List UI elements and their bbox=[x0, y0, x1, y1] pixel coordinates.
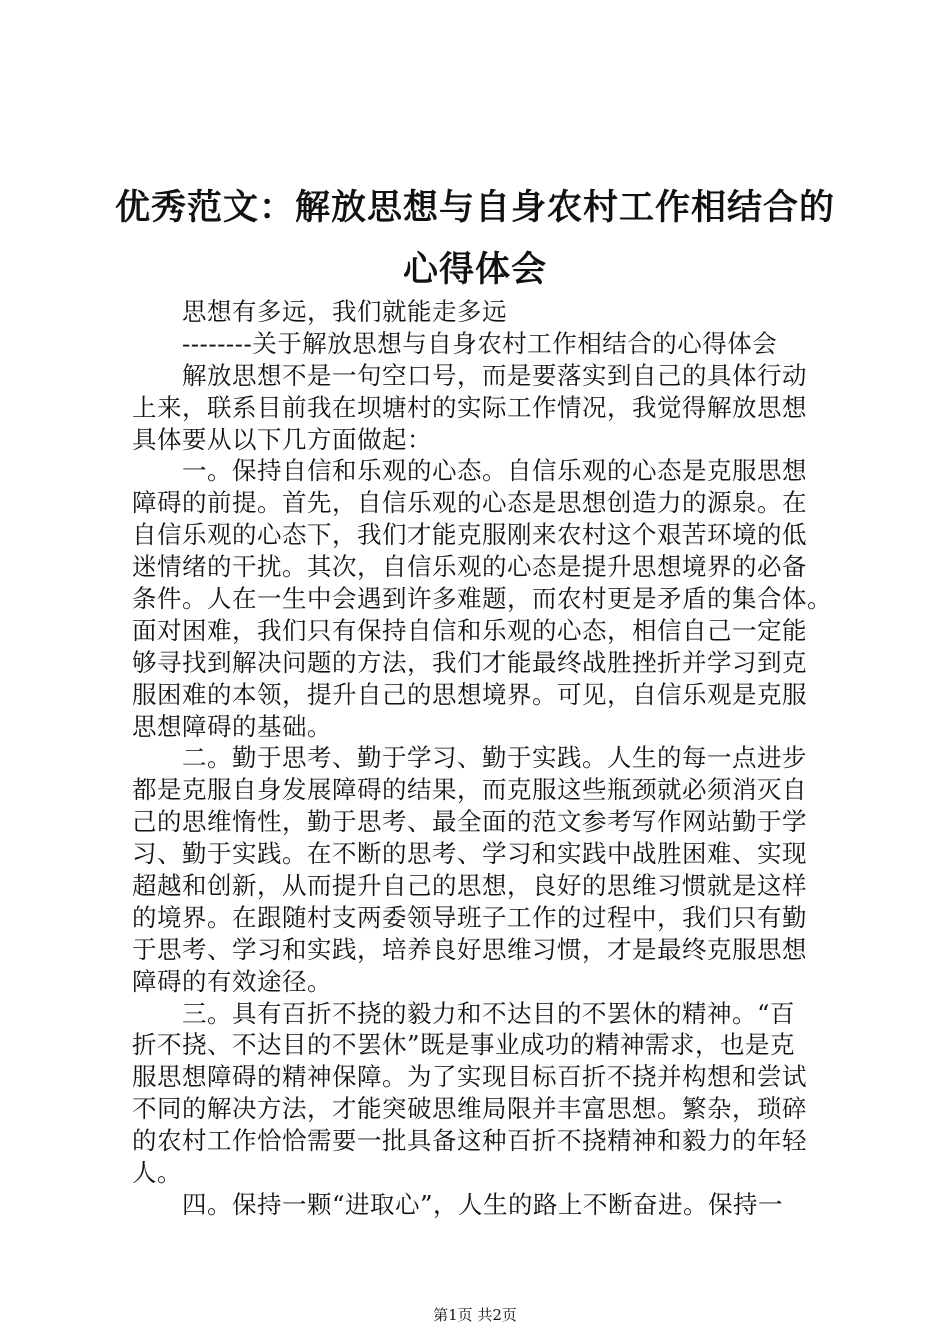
body-text-line: 面对困难，我们只有保持自信和乐观的心态，相信自己一定能 bbox=[132, 615, 807, 645]
body-text-line: 人。 bbox=[132, 1158, 182, 1188]
body-text-line: 迷情绪的干扰。其次，自信乐观的心态是提升思想境界的必备 bbox=[132, 552, 807, 582]
document-title-line-1: 优秀范文：解放思想与自身农村工作相结合的 bbox=[114, 188, 835, 228]
body-text-line: 折不挠、不达目的不罢休”既是事业成功的精神需求，也是克 bbox=[132, 1030, 796, 1060]
body-text-line: 一。保持自信和乐观的心态。自信乐观的心态是克服思想 bbox=[132, 456, 807, 486]
document-title-line-2: 心得体会 bbox=[402, 250, 547, 290]
body-text-line: 服困难的本领，提升自己的思想境界。可见，自信乐观是克服 bbox=[132, 679, 807, 709]
body-text-line: 够寻找到解决问题的方法，我们才能最终战胜挫折并学习到克 bbox=[132, 647, 807, 677]
body-text-line: 的农村工作恰恰需要一批具备这种百折不挠精神和毅力的年轻 bbox=[132, 1126, 807, 1156]
body-text-line: 三。具有百折不挠的毅力和不达目的不罢休的精神。“百 bbox=[132, 998, 796, 1028]
body-text-line: 己的思维惰性，勤于思考、最全面的范文参考写作网站勤于学 bbox=[132, 807, 807, 837]
body-text-line: 不同的解决方法，才能突破思维局限并丰富思想。繁杂，琐碎 bbox=[132, 1094, 807, 1124]
body-text-line: 服思想障碍的精神保障。为了实现目标百折不挠并构想和尝试 bbox=[132, 1062, 807, 1092]
body-text-line: 思想有多远，我们就能走多远 bbox=[132, 297, 507, 326]
body-text-line: 自信乐观的心态下，我们才能克服刚来农村这个艰苦环境的低 bbox=[132, 520, 807, 550]
body-text-line: 障碍的前提。首先，自信乐观的心态是思想创造力的源泉。在 bbox=[132, 488, 807, 518]
body-text-line: 具体要从以下几方面做起： bbox=[132, 424, 432, 454]
body-text-line: 的境界。在跟随村支两委领导班子工作的过程中，我们只有勤 bbox=[132, 902, 807, 932]
body-text-line: 条件。人在一生中会遇到许多难题，而农村更是矛盾的集合体。 bbox=[132, 584, 832, 614]
body-text-line: --------关于解放思想与自身农村工作相结合的心得体会 bbox=[132, 328, 778, 358]
page-footer: 第1页 共2页 bbox=[433, 1306, 517, 1324]
body-text-line: 于思考、学习和实践，培养良好思维习惯，才是最终克服思想 bbox=[132, 934, 807, 964]
body-text-line: 四。保持一颗“进取心”，人生的路上不断奋进。保持一 bbox=[132, 1189, 784, 1219]
body-text-line: 上来，联系目前我在坝塘村的实际工作情况，我觉得解放思想 bbox=[132, 392, 807, 422]
body-text-line: 障碍的有效途径。 bbox=[132, 966, 332, 996]
body-text-line: 超越和创新，从而提升自己的思想，良好的思维习惯就是这样 bbox=[132, 871, 807, 901]
body-text-line: 二。勤于思考、勤于学习、勤于实践。人生的每一点进步 bbox=[132, 743, 807, 773]
body-text-line: 都是克服自身发展障碍的结果，而克服这些瓶颈就必须消灭自 bbox=[132, 775, 807, 805]
body-text-line: 习、勤于实践。在不断的思考、学习和实践中战胜困难、实现 bbox=[132, 839, 807, 869]
body-text-line: 思想障碍的基础。 bbox=[132, 711, 332, 741]
document-body bbox=[132, 296, 832, 1221]
body-text-line: 解放思想不是一句空口号，而是要落实到自己的具体行动 bbox=[132, 360, 807, 390]
